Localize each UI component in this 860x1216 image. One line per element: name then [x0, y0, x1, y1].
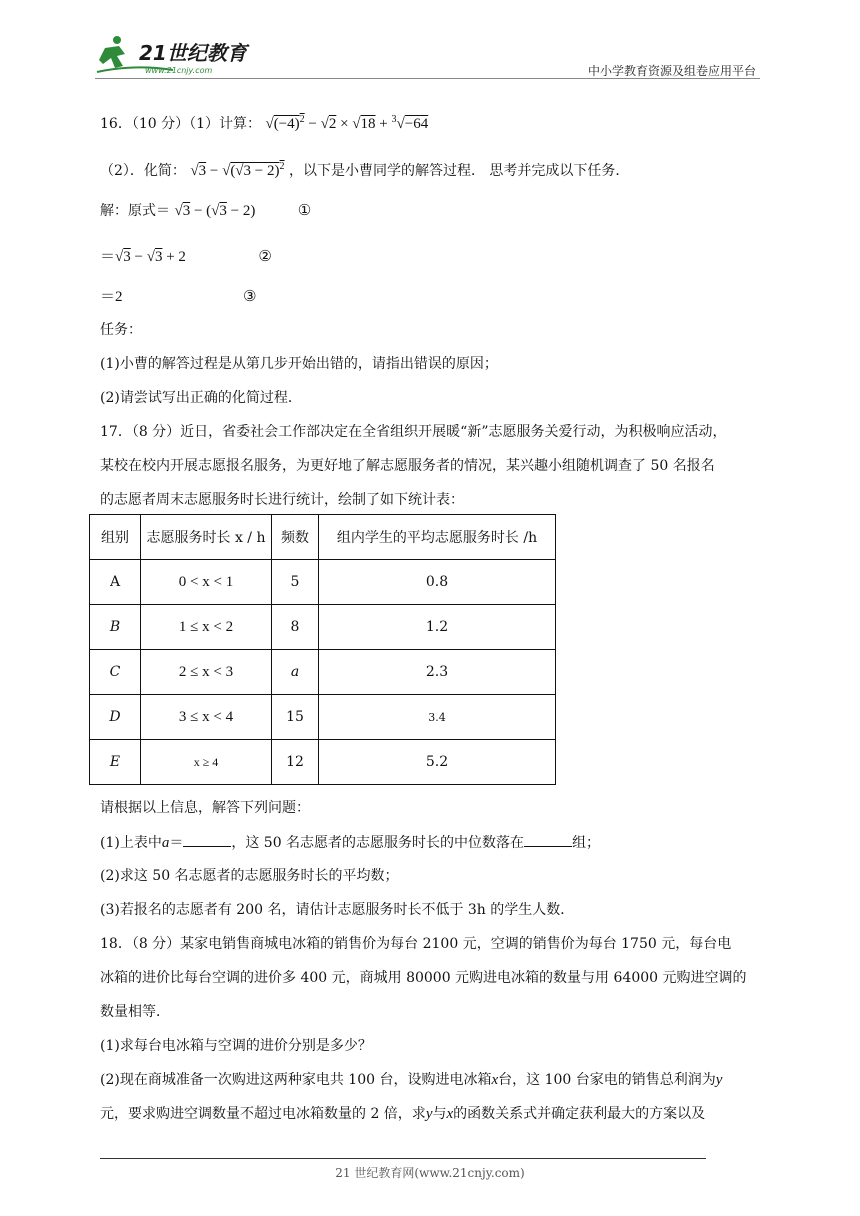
- q17-sub1-eq: ＝: [169, 835, 184, 851]
- header-platform-text: 中小学教育资源及组卷应用平台: [587, 64, 756, 78]
- q17-sub1: [100, 832, 600, 853]
- site-logo: [95, 34, 265, 76]
- table-cell-avg: 0.8: [319, 560, 556, 605]
- q17-line1: 17．（8 分）近日，省委社会工作部决定在全省组织开展暖“新”志愿服务关爱行动，为积极响应活动，: [100, 424, 727, 440]
- q16-task-title: 任务：: [100, 322, 142, 338]
- table-row: [90, 560, 556, 605]
- header-divider: [95, 78, 760, 79]
- q18-sub2-text2: 台，这 100 台家电的销售总利润为: [498, 1072, 716, 1088]
- table-row: [90, 650, 556, 695]
- q18-line1: 18．（8 分）某家电销售商城电冰箱的销售价为每台 2100 元，空调的销售价为每台 1750 元，每台电: [100, 936, 732, 952]
- statistics-table: [89, 514, 556, 785]
- page-header: [95, 30, 760, 80]
- q18-sub2-text: (2)现在商城准备一次购进这两种家电共 100 台，设购进电冰箱: [100, 1072, 492, 1088]
- table-cell-range: 0 < x < 1: [141, 560, 272, 605]
- q17-sub1-text3: 组；: [572, 835, 601, 851]
- q16-step3-mark: ③: [242, 287, 257, 305]
- table-cell-avg: 5.2: [319, 740, 556, 785]
- table-header-cell: 频数: [272, 515, 319, 560]
- q16-step2: [100, 246, 272, 267]
- table-header-cell: 志愿服务时长 x / h: [141, 515, 272, 560]
- q16-step2-mark: ②: [258, 247, 272, 265]
- q16-step1-expression: √3 − (√3 − 2): [174, 203, 256, 219]
- q18-sub1: (1)求每台电冰箱与空调的进价分别是多少？: [100, 1038, 372, 1054]
- q16-expression: $√(-4)^2 - √2 \times √18 + ^3√-64$: [265, 114, 429, 132]
- table-cell-group: B: [90, 605, 141, 650]
- q18-sub2: [100, 1070, 722, 1090]
- q18-sub3-text2: 与: [432, 1106, 447, 1122]
- q17-sub3: (3)若报名的志愿者有 200 名，请估计志愿服务时长不低于 3h 的学生人数．: [100, 902, 575, 918]
- q18-line3: 数量相等．: [100, 1004, 170, 1020]
- q17-sub1-text: (1)上表中: [100, 835, 162, 851]
- q17-sub1-text2: ，这 50 名志愿者的志愿服务时长的中位数落在: [231, 835, 525, 851]
- answer-blank-a[interactable]: [183, 832, 231, 847]
- q18-sub3: [100, 1104, 705, 1124]
- q16-step1-prefix: 解：原式＝: [100, 203, 170, 219]
- q16-step3: [100, 286, 256, 307]
- q16-part1: [100, 110, 428, 134]
- q17-line3: 的志愿者周末志愿服务时长进行统计，绘制了如下统计表：: [100, 492, 464, 508]
- table-cell-avg: 1.2: [319, 605, 556, 650]
- table-cell-avg: 2.3: [319, 650, 556, 695]
- q16-part2: [100, 157, 629, 181]
- table-header-row: [90, 515, 556, 560]
- q18-line2: 冰箱的进价比每台空调的进价多 400 元，商城用 80000 元购进电冰箱的数量与用 64000 元购进空调的: [100, 970, 747, 986]
- table-cell-freq: 12: [272, 740, 319, 785]
- q16-step1-mark: ①: [297, 201, 312, 219]
- footer-divider: [100, 1158, 706, 1159]
- q17-line2: 某校在校内开展志愿报名服务，为更好地了解志愿服务者的情况，某兴趣小组随机调查了 50 名报名: [100, 458, 715, 474]
- q16-task2: (2)请尝试写出正确的化简过程．: [100, 390, 302, 406]
- table-cell-range: 1 ≤ x < 2: [141, 605, 272, 650]
- table-row: [90, 740, 556, 785]
- table-cell-avg: 3.4: [319, 695, 556, 740]
- q17-var-a: a: [161, 835, 170, 851]
- q16-step2-expression: ＝√3 − √3 + 2: [100, 249, 186, 265]
- table-cell-freq: 5: [272, 560, 319, 605]
- q16-prefix: 16．（10 分）（1）计算：: [100, 116, 261, 132]
- table-cell-group: D: [90, 695, 141, 740]
- q16-step3-expression: ＝2: [100, 289, 123, 305]
- q18-sub3-text: 元，要求购进空调数量不超过电冰箱数量的 2 倍，求: [100, 1106, 426, 1122]
- svg-text:21世纪教育: 21世纪教育: [139, 41, 247, 65]
- table-cell-group: E: [90, 740, 141, 785]
- q17-after-table: 请根据以上信息，解答下列问题：: [100, 800, 310, 816]
- q16-step1: [100, 200, 311, 221]
- answer-blank-group[interactable]: [524, 832, 572, 847]
- table-cell-group: C: [90, 650, 141, 695]
- footer-text: 21 世纪教育网(www.21cnjy.com): [335, 1166, 525, 1180]
- table-cell-freq: 15: [272, 695, 319, 740]
- q16-task1: (1)小曹的解答过程是从第几步开始出错的，请指出错误的原因；: [100, 356, 498, 372]
- q18-sub3-text3: 的函数关系式并确定获利最大的方案以及: [453, 1106, 706, 1122]
- q16-part2-prefix: （2）．化简：: [100, 163, 186, 179]
- table-row: [90, 605, 556, 650]
- q18-var-y: y: [425, 1106, 433, 1122]
- table-row: [90, 695, 556, 740]
- q17-sub2: (2)求这 50 名志愿者的志愿服务时长的平均数；: [100, 868, 399, 884]
- q18-var-x: x: [491, 1072, 499, 1088]
- table-cell-range: x ≥ 4: [141, 740, 272, 785]
- table-cell-range: 2 ≤ x < 3: [141, 650, 272, 695]
- table-cell-group: A: [90, 560, 141, 605]
- q16-part2-expression: $√3 - √(√3 - 2)^2$: [190, 161, 285, 179]
- table-header-cell: 组内学生的平均志愿服务时长 /h: [319, 515, 556, 560]
- table-cell-range: 3 ≤ x < 4: [141, 695, 272, 740]
- table-cell-freq: a: [272, 650, 319, 695]
- q16-part2-suffix: ，以下是小曹同学的解答过程． 思考并完成以下任务．: [288, 163, 630, 179]
- table-cell-freq: 8: [272, 605, 319, 650]
- svg-text:www.21cnjy.com: www.21cnjy.com: [145, 66, 213, 75]
- q18-var-x: x: [446, 1106, 454, 1122]
- q18-var-y: y: [715, 1072, 723, 1088]
- table-header-cell: 组别: [90, 515, 141, 560]
